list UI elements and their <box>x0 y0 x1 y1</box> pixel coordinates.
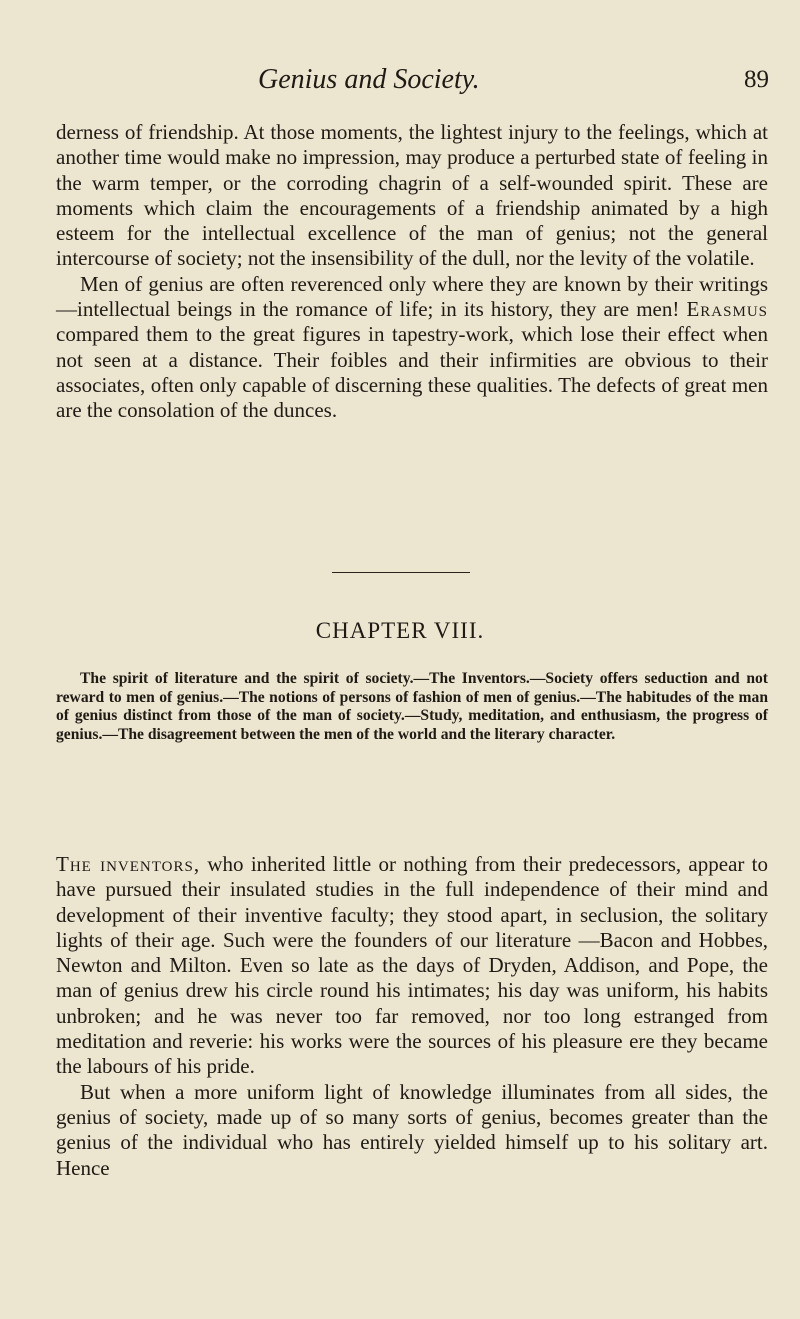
page-number: 89 <box>744 66 769 93</box>
section-text-bottom <box>56 852 768 1181</box>
person-name: Erasmus <box>686 297 768 322</box>
section-text-top <box>56 120 768 424</box>
paragraph-text: compared them to the great figures in tapestry-work, which lose their effect when not seen at a distance. Their foibles and their infirmities are obvious to their associates, often only capable of discerning these qualities. The defects of great men are the consolation of the dunces. <box>56 322 768 423</box>
section-divider <box>332 572 470 573</box>
paragraph: But when a more uniform light of knowledge illuminates from all sides, the genius of society, made up of so many sorts of genius, becomes greater than the genius of the individual who has entirely yielded himself up to his solitary art. Hence <box>56 1079 768 1180</box>
running-title: Genius and Society. <box>258 64 480 95</box>
paragraph-text: Men of genius are often reverenced only where they are known by their writings—intellectual beings in the romance of life; in its history, they are men! <box>56 271 768 322</box>
paragraph <box>56 852 768 1080</box>
opening-words: The inventors, <box>56 852 201 876</box>
chapter-synopsis: The spirit of literature and the spirit of society.—The Inventors.—Society offers seduction and not reward to men of genius.—The notions of persons of fashion of men of genius.—The habitudes of the man of genius distinct from those of the man of society.—Study, meditation, and enthusiasm, the progress of genius.—The disagreement between the men of the world and the literary character. <box>56 670 768 743</box>
paragraph <box>56 272 768 424</box>
chapter-heading: CHAPTER VIII. <box>315 618 485 643</box>
paragraph: derness of friendship. At those moments, the lightest injury to the feelings, which at another time would make no impression, may produce a perturbed state of feeling in the warm temper, or the corroding chagrin of a self-wounded spirit. These are moments which claim the encouragements of a friendship animated by a high esteem for the intellectual excellence of the man of genius; not the general intercourse of society; not the insensibility of the dull, nor the levity of the volatile. <box>56 120 768 271</box>
running-head <box>0 62 800 102</box>
paragraph-text: who inherited little or nothing from their predecessors, appear to have pursued their insulated studies in the full independence of their mind and development of their inventive faculty; they stood apart, in seclusion, the solitary lights of their age. Such were the founders of our literature —Bacon and Hobbes, Newton and Milton. Even so late as the days of Dryden, Addison, and Pope, the man of genius drew his circle round his intimates; his day was uniform, his habits unbroken; and he was never too far removed, nor too long estranged from meditation and reverie: his works were the sources of his pleasure ere they became the labours of his pride. <box>56 852 768 1079</box>
